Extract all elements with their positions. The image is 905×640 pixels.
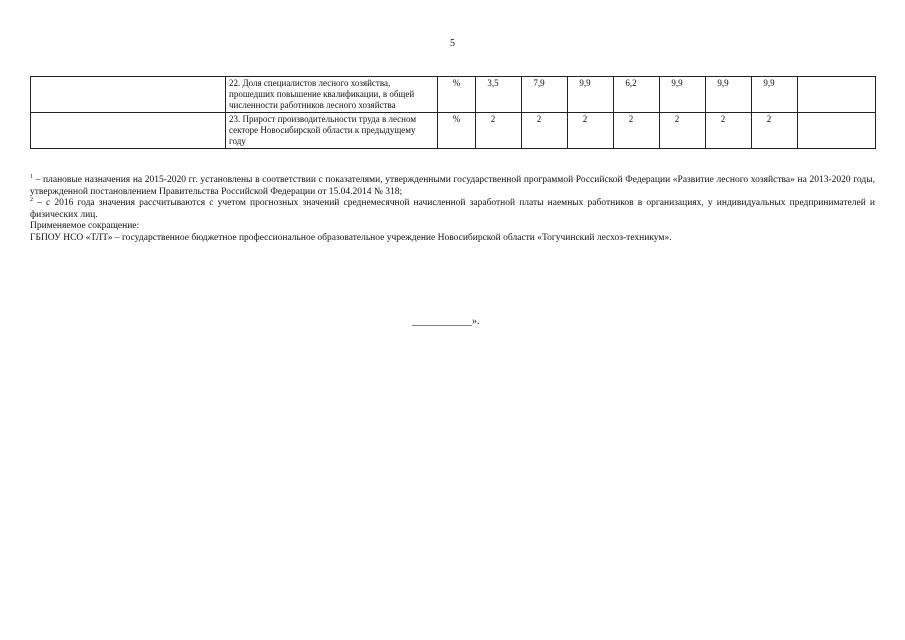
value-cell: 2 [614, 113, 660, 149]
value-cell: 9,9 [706, 77, 752, 113]
footnote-text: – с 2016 года значения рассчитываются с учетом прогнозных значений среднемесячной начисленной заработной платы наемных работников в организациях, у индивидуальных предпринимателей и физических лиц. [30, 198, 875, 220]
footnotes [30, 175, 875, 244]
value-cell: 9,9 [752, 77, 798, 113]
value-cell: 9,9 [660, 77, 706, 113]
value-cell: 3,5 [476, 77, 522, 113]
empty-cell [798, 77, 876, 113]
table-row [31, 113, 876, 149]
unit-cell: % [438, 77, 476, 113]
indicator-name: 23. Прирост производительности труда в лесном секторе Новосибирской области к предыдущему году [226, 113, 438, 149]
value-cell: 2 [476, 113, 522, 149]
abbreviation-text: ГБПОУ НСО «ТЛТ» – государственное бюджетное профессиональное образовательное учреждение Новосибирской области «Тогучинский лесхоз-техникум». [30, 232, 672, 243]
indicators-table [30, 76, 876, 149]
footnote-1 [30, 175, 875, 198]
value-cell: 2 [660, 113, 706, 149]
empty-cell [31, 113, 226, 149]
value-cell: 2 [752, 113, 798, 149]
value-cell: 6,2 [614, 77, 660, 113]
closing-line: ____________». [412, 316, 480, 327]
value-cell: 2 [706, 113, 752, 149]
abbreviation-heading: Применяемое сокращение: [30, 221, 140, 231]
unit-cell: % [438, 113, 476, 149]
empty-cell [31, 77, 226, 113]
footnote-marker: 1 [30, 174, 33, 180]
empty-cell [798, 113, 876, 149]
value-cell: 9,9 [568, 77, 614, 113]
table-row [31, 77, 876, 113]
footnote-marker: 2 [30, 197, 33, 203]
page-number: 5 [450, 38, 455, 49]
footnote-2 [30, 198, 875, 221]
value-cell: 7,9 [522, 77, 568, 113]
footnote-text: – плановые назначения на 2015-2020 гг. установлены в соответствии с показателями, утвержденными государственной программой Российской Федерации «Развитие лесного хозяйства» на 2013-2020 годы, утвержденной постановлением Правительства Российской Федерации от 15.04.2014 № 318; [30, 175, 875, 197]
value-cell: 2 [522, 113, 568, 149]
value-cell: 2 [568, 113, 614, 149]
indicator-name: 22. Доля специалистов лесного хозяйства, прошедших повышение квалификации, в общей численности работников лесного хозяйства [226, 77, 438, 113]
